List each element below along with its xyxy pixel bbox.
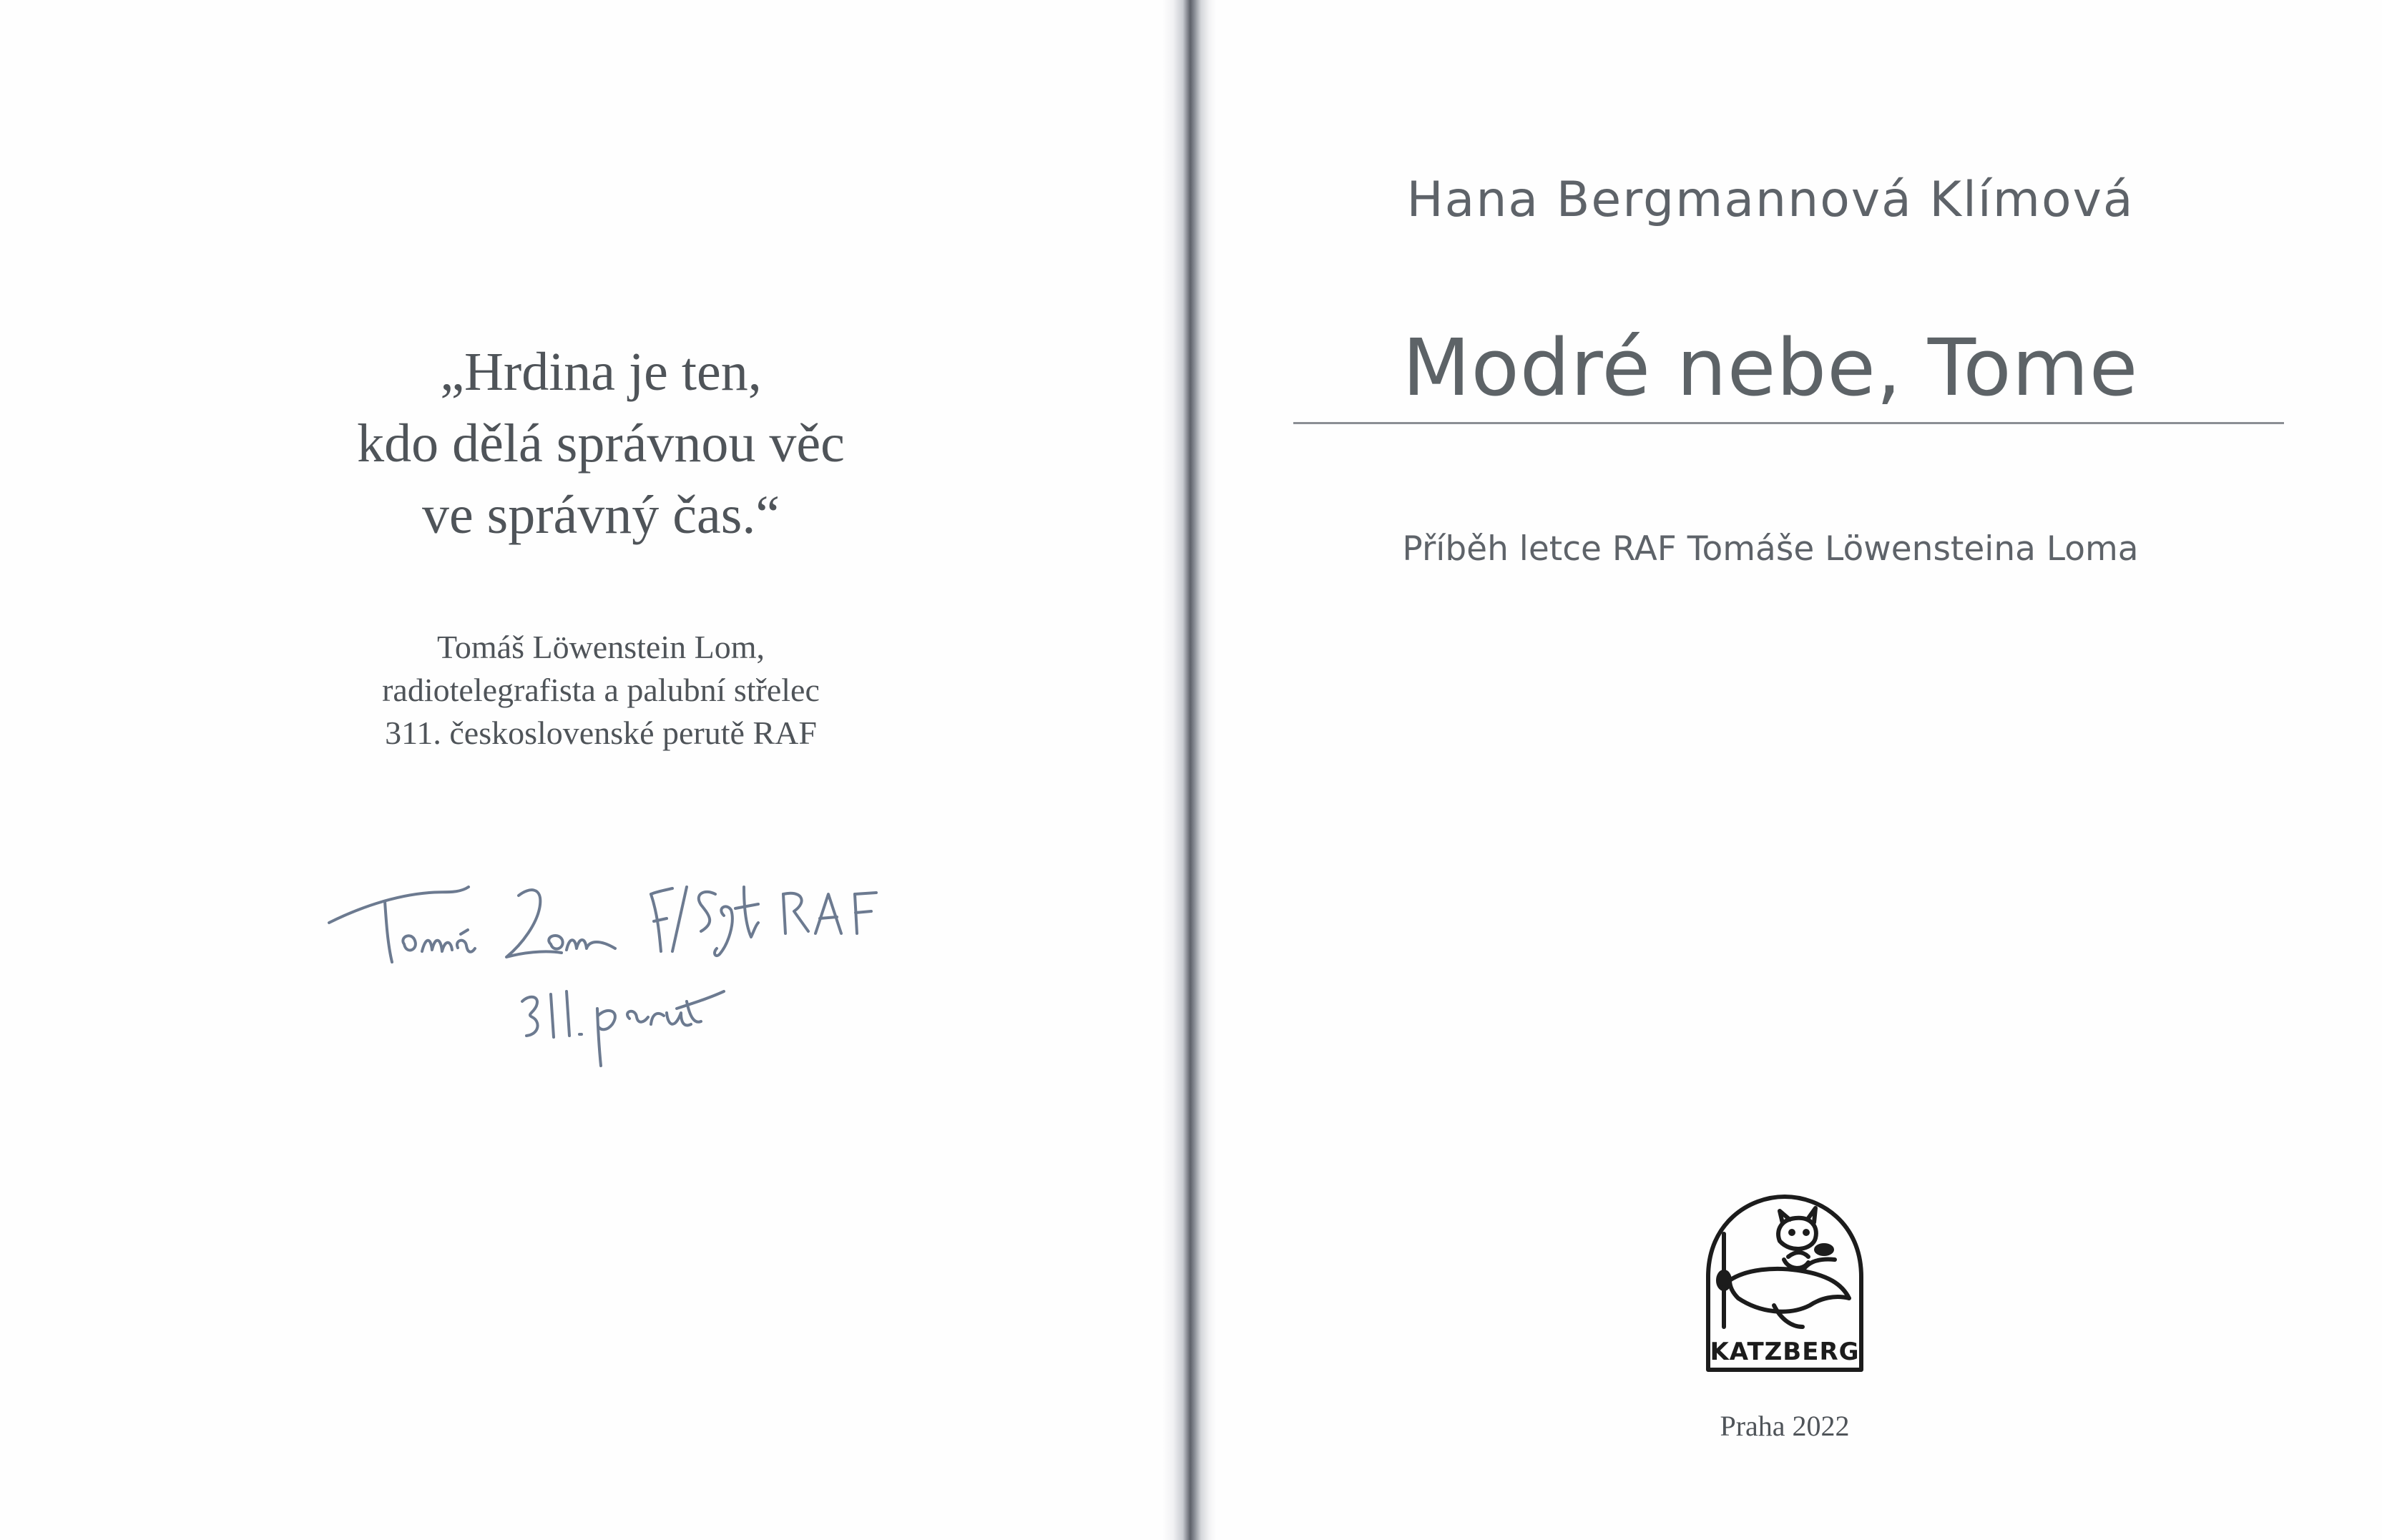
book-gutter: [1162, 0, 1216, 1540]
attribution-line: 311. československé perutě RAF: [385, 715, 817, 751]
quote-line: ve správný čas.“: [421, 485, 780, 545]
quote-line: kdo dělá správnou věc: [357, 413, 845, 474]
title-underline: [1293, 422, 2284, 424]
publisher-logo-text: KATZBERG: [1710, 1338, 1860, 1366]
attribution-line: Tomáš Löwenstein Lom,: [437, 629, 765, 665]
left-page: [0, 0, 1173, 1540]
book-title: Modré nebe, Tome: [1402, 322, 2139, 413]
author-name: Hana Bergmannová Klímová: [1406, 172, 2135, 228]
epigraph-quote: [236, 336, 966, 551]
imprint-place-year: Praha 2022: [1720, 1410, 1850, 1442]
handwritten-signature: [315, 865, 887, 1073]
book-subtitle: Příběh letce RAF Tomáše Löwensteina Loma: [1402, 529, 2139, 569]
quote-line: „Hrdina je ten,: [440, 342, 762, 402]
quote-attribution: [272, 626, 930, 755]
attribution-line: radiotelegrafista a palubní střelec: [382, 672, 820, 708]
